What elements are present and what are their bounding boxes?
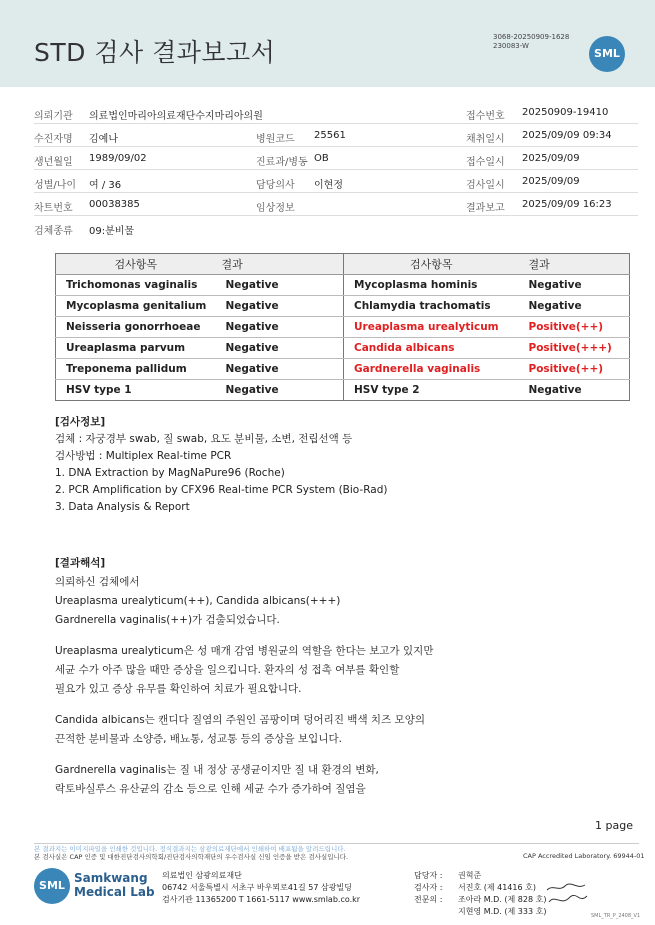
- test-result: Negative: [519, 380, 630, 401]
- document-code-line-1: 3068-20250909-1628: [493, 33, 570, 41]
- info-row: [34, 193, 638, 216]
- staff-value: 서진호 (제 41416 호): [458, 883, 536, 892]
- interpretation-section: [55, 554, 615, 811]
- test-info-line: 2. PCR Amplification by CFX96 Real-time PCR System (Bio-Rad): [55, 484, 388, 496]
- received-value: 2025/09/09: [522, 153, 580, 164]
- collected-label: 채취일시: [466, 134, 505, 145]
- certification-notice: 본 검사실은 CAP 인증 및 대한진단검사의학회/진단검사의학재단의 우수검사실 신임 인증을 받은 검사실입니다.: [34, 853, 349, 861]
- info-row: [34, 124, 638, 147]
- col-result-header: 결과: [216, 254, 344, 275]
- chart-label: 차트번호: [34, 203, 73, 214]
- document-code: [493, 33, 569, 51]
- page-number: 1 page: [595, 819, 633, 832]
- form-code: SML_TR_P_2408_V1: [591, 913, 641, 919]
- staff-label: 전문의 :: [414, 895, 443, 904]
- footer-address: [162, 870, 360, 906]
- result-row: [56, 296, 630, 317]
- footer-sml-logo-icon: SML: [34, 868, 70, 904]
- sex-age-label: 성별/나이: [34, 180, 77, 191]
- test-result: Negative: [216, 296, 344, 317]
- print-notice: 본 결과지는 이미지파일을 인쇄한 것입니다. 정식결과지는 삼광의료재단에서 인쇄하여 배포됨을 알려드립니다.: [34, 845, 346, 853]
- col-item-header: 검사항목: [344, 254, 519, 275]
- hospital-code-value: 25561: [314, 130, 346, 141]
- test-item: Neisseria gonorrhoeae: [56, 317, 216, 338]
- staff-value: 조아라 M.D. (제 828 호): [458, 895, 547, 904]
- test-item: Ureaplasma urealyticum: [344, 317, 519, 338]
- interpretation-paragraph: [55, 592, 615, 630]
- result-row: [56, 380, 630, 401]
- info-row: [34, 216, 638, 239]
- test-result: Negative: [519, 275, 630, 296]
- test-item: Chlamydia trachomatis: [344, 296, 519, 317]
- test-result: Negative: [519, 296, 630, 317]
- brand-line-1: Samkwang: [74, 871, 148, 885]
- receipt-no-label: 접수번호: [466, 111, 505, 122]
- clinical-label: 임상정보: [256, 203, 295, 214]
- interpretation-line: 끈적한 분비물과 소양증, 배뇨통, 성교통 등의 증상을 보입니다.: [55, 733, 342, 745]
- info-row: [34, 170, 638, 193]
- col-result-header: 결과: [519, 254, 630, 275]
- test-info-line: 검사방법 : Multiplex Real-time PCR: [55, 450, 232, 462]
- result-row: [56, 338, 630, 359]
- test-item: Trichomonas vaginalis: [56, 275, 216, 296]
- report-header: [0, 0, 655, 87]
- examinee-value: 김예나: [89, 134, 118, 145]
- test-result: Positive(+++): [519, 338, 630, 359]
- interpretation-paragraph: [55, 711, 615, 749]
- interpretation-line: Ureaplasma urealyticum은 성 매개 감염 병원균의 역할을 한다는 보고가 있지만: [55, 645, 434, 657]
- interpretation-line: Gardnerella vaginalis(++)가 검출되었습니다.: [55, 614, 280, 626]
- test-item: Mycoplasma genitalium: [56, 296, 216, 317]
- test-result: Negative: [216, 380, 344, 401]
- col-item-header: 검사항목: [56, 254, 216, 275]
- test-info-line: 1. DNA Extraction by MagNaPure96 (Roche): [55, 467, 285, 479]
- staff-value: 권혁준: [458, 871, 482, 880]
- address-line: 검사기관 11365200 T 1661-5117 www.smlab.co.kr: [162, 895, 361, 904]
- result-row: [56, 317, 630, 338]
- tested-value: 2025/09/09: [522, 176, 580, 187]
- doctor-label: 담당의사: [256, 180, 295, 191]
- sml-logo-icon: SML: [589, 36, 625, 72]
- interpretation-line: Ureaplasma urealyticum(++), Candida albicans(+++): [55, 595, 341, 607]
- dept-label: 진료과/병동: [256, 157, 308, 168]
- results-table: [55, 253, 630, 401]
- results-header-row: [56, 254, 630, 275]
- interpretation-line: 세균 수가 아주 많을 때만 증상을 일으킵니다. 환자의 성 접촉 여부를 확인할: [55, 664, 400, 676]
- interpretation-line: Candida albicans는 캔디다 질염의 주원인 곰팡이며 덩어리진 백색 치즈 모양의: [55, 714, 425, 726]
- test-info-title: [검사정보]: [55, 416, 106, 428]
- institution-label: 의뢰기관: [34, 111, 73, 122]
- received-label: 접수일시: [466, 157, 505, 168]
- interpretation-line: 필요가 있고 증상 유무를 확인하여 치료가 필요합니다.: [55, 683, 302, 695]
- reported-label: 결과보고: [466, 203, 505, 214]
- signature-icon: [545, 880, 590, 910]
- interpretation-paragraph: [55, 642, 615, 699]
- sex-age-value: 여 / 36: [89, 180, 122, 191]
- institution-value: 의료법인마리아의료재단수지마리아의원: [89, 111, 263, 122]
- specimen-value: 09:분비물: [89, 226, 135, 237]
- receipt-no-value: 20250909-19410: [522, 107, 609, 118]
- tested-label: 검사일시: [466, 180, 505, 191]
- patient-info-table: [34, 101, 638, 239]
- test-info-line: 검체 : 자궁경부 swab, 질 swab, 요도 분비물, 소변, 전립선액 등: [55, 433, 353, 445]
- test-info-line: 3. Data Analysis & Report: [55, 501, 190, 513]
- dept-value: OB: [314, 153, 329, 164]
- footer-staff: [414, 870, 546, 918]
- address-line: 06742 서울특별시 서초구 바우뫼로41길 57 삼광빌딩: [162, 883, 352, 892]
- test-result: Negative: [216, 359, 344, 380]
- footer-brand: [74, 871, 155, 899]
- test-item: Candida albicans: [344, 338, 519, 359]
- test-item: HSV type 1: [56, 380, 216, 401]
- staff-value: 지현영 M.D. (제 333 호): [458, 907, 547, 916]
- test-item: Gardnerella vaginalis: [344, 359, 519, 380]
- hospital-code-label: 병원코드: [256, 134, 295, 145]
- test-result: Positive(++): [519, 317, 630, 338]
- examinee-label: 수진자명: [34, 134, 73, 145]
- interpretation-intro: 의뢰하신 검체에서: [55, 576, 140, 588]
- test-info-section: [55, 414, 387, 516]
- interpretation-line: 락토바실루스 유산균의 감소 등으로 인해 세균 수가 증가하여 질염을: [55, 783, 366, 795]
- test-item: Ureaplasma parvum: [56, 338, 216, 359]
- report-title: STD 검사 결과보고서: [34, 38, 276, 67]
- staff-label: 검사자 :: [414, 883, 443, 892]
- cap-accreditation: CAP Accredited Laboratory. 69944-01: [523, 852, 645, 860]
- specimen-label: 검체종류: [34, 226, 73, 237]
- test-result: Negative: [216, 338, 344, 359]
- info-row: [34, 101, 638, 124]
- document-code-line-2: 230083-W: [493, 42, 529, 50]
- interpretation-title: [결과해석]: [55, 557, 106, 569]
- dob-value: 1989/09/02: [89, 153, 147, 164]
- address-line: 의료법인 삼광의료재단: [162, 871, 242, 880]
- doctor-value: 이현정: [314, 180, 343, 191]
- result-row: [56, 359, 630, 380]
- test-result: Negative: [216, 317, 344, 338]
- info-row: [34, 147, 638, 170]
- result-row: [56, 275, 630, 296]
- chart-value: 00038385: [89, 199, 140, 210]
- interpretation-line: Gardnerella vaginalis는 질 내 정상 공생균이지만 질 내 환경의 변화,: [55, 764, 379, 776]
- test-item: HSV type 2: [344, 380, 519, 401]
- test-result: Negative: [216, 275, 344, 296]
- test-item: Mycoplasma hominis: [344, 275, 519, 296]
- test-item: Treponema pallidum: [56, 359, 216, 380]
- test-result: Positive(++): [519, 359, 630, 380]
- brand-line-2: Medical Lab: [74, 885, 155, 899]
- collected-value: 2025/09/09 09:34: [522, 130, 612, 141]
- interpretation-paragraph: [55, 761, 615, 799]
- dob-label: 생년월일: [34, 157, 73, 168]
- staff-label: 담당자 :: [414, 871, 443, 880]
- reported-value: 2025/09/09 16:23: [522, 199, 612, 210]
